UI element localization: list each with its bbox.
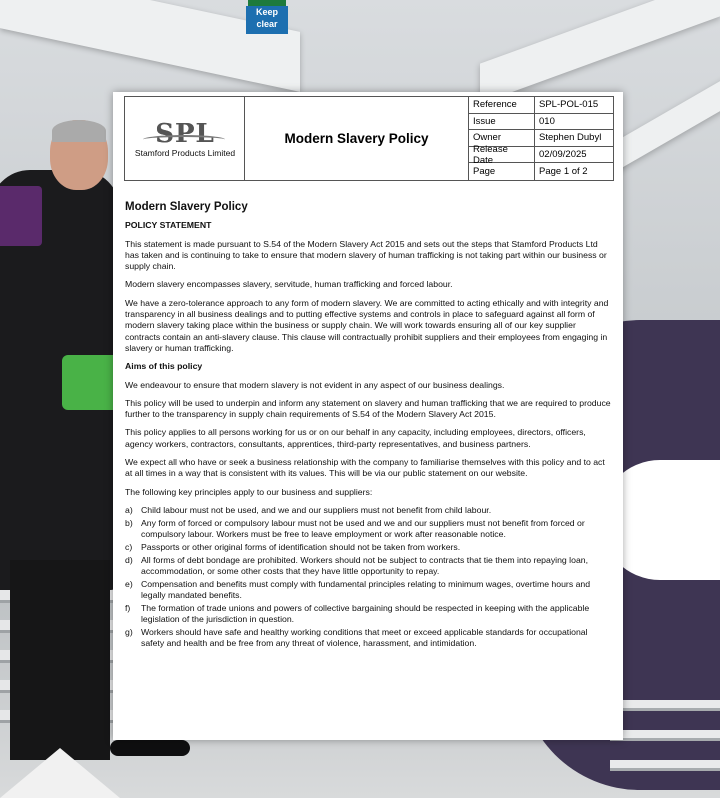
paragraph: We have a zero-tolerance approach to any form of modern slavery. We are committed to acting ethically and with integrity and transparency in all business dealings and to putting effective systems and controls in place to safeguard against all form of modern slavery taking place within the business or supply chain. We will work towards ensuring all of our key supplier contracts contain an anti-slavery clause. This clause will contractually prohibit suppliers and their employees from engaging in slavery or human trafficking. (125, 297, 609, 353)
stair-step (610, 730, 720, 741)
paragraph: This statement is made pursuant to S.54 of the Modern Slavery Act 2015 and sets out the steps that Stamford Products Ltd has taken and is continuing to take to ensure that modern slavery of human trafficking is not taking part within our business or supply chain. (125, 238, 607, 272)
aims-heading: Aims of this policy (125, 361, 203, 372)
list-item (125, 555, 613, 578)
meta-value: Page 1 of 2 (539, 166, 588, 178)
list-item (125, 505, 613, 516)
list-marker: g) (125, 626, 133, 637)
paragraph: Modern slavery encompasses slavery, servitude, human trafficking and forced labour. (125, 279, 453, 290)
list-item (125, 627, 613, 650)
list-marker: a) (125, 504, 133, 515)
list-marker: f) (125, 602, 131, 613)
document-meta-table (469, 97, 613, 180)
document-header (124, 96, 614, 181)
logo-swoosh-icon (143, 135, 225, 144)
list-text: The formation of trade unions and powers of collective bargaining should be respected in keeping with the applicable legislation of the jurisdiction in question. (141, 602, 590, 625)
meta-value: Stephen Dubyl (535, 130, 613, 147)
worker-legs (10, 560, 110, 760)
document-body (125, 202, 613, 651)
keep-clear-sign: Keep clear (246, 6, 288, 34)
paragraph: We expect all who have or seek a business relationship with the company to familiarise themselves with this policy and to act at all times in a way that is consistent with its values. This will be via our public statement on our website. (125, 457, 605, 479)
worker-hair (52, 120, 106, 142)
paragraph: This policy applies to all persons working for us or on our behalf in any capacity, including employees, directors, officers, agency workers, contractors, consultants, apprentices, third-party representatives, and business partners. (125, 427, 586, 449)
body-heading: Modern Slavery Policy (125, 201, 248, 213)
list-item (125, 542, 613, 553)
list-text: All forms of debt bondage are prohibited. Workers should not be subject to contracts that tie them into repaying loan, accommodation, or some other costs that they have little opportunity to repay. (141, 554, 589, 576)
document-title: Modern Slavery Policy (245, 97, 469, 180)
meta-value: 010 (535, 114, 613, 131)
logo-text: SPL (135, 119, 235, 149)
stair-step (610, 700, 720, 711)
purple-crate (0, 186, 42, 246)
list-item (125, 579, 613, 602)
paragraph: The following key principles apply to our business and suppliers: (125, 486, 373, 497)
meta-key: Reference (469, 97, 535, 114)
paragraph: This policy will be used to underpin and inform any statement on slavery and human trafficking that we are required to produce further to the transparency in supply chain requirements of S.54 of the Modern Slavery Act 2015. (125, 397, 611, 420)
list-text: Any form of forced or compulsory labour must not be used and we and our suppliers must not benefit from forced or compulsory labour. Workers must be free to leave employment or work after reasonable notice. (141, 517, 585, 540)
list-text: Workers should have safe and healthy working conditions that meet or exceed applicable standards for occupational safety and health and be free from any threat of violence, harassment, and intimidation. (141, 626, 588, 649)
list-marker: b) (125, 517, 133, 528)
list-item (125, 518, 613, 541)
list-marker: e) (125, 578, 133, 589)
stair-step (610, 760, 720, 771)
principles-list (125, 505, 613, 650)
meta-value: 02/09/2025 (535, 147, 613, 164)
list-text: Compensation and benefits must comply with fundamental principles relating to minimum wages, overtime hours and legally mandated benefits. (141, 578, 591, 601)
stair-beam (480, 0, 720, 104)
list-marker: d) (125, 554, 133, 565)
list-marker: c) (125, 541, 133, 552)
company-logo (125, 97, 245, 180)
list-item (125, 603, 613, 626)
paragraph: We endeavour to ensure that modern slavery is not evident in any aspect of our business dealings. (125, 379, 505, 390)
meta-value: SPL-POL-015 (535, 97, 613, 114)
company-name: Stamford Products Limited (134, 148, 236, 158)
meta-key: Release Date (469, 147, 535, 164)
list-text: Passports or other original forms of identification should not be taken from workers. (141, 541, 461, 552)
white-triangle (0, 748, 120, 798)
list-text: Child labour must not be used, and we and our suppliers must not benefit from child labour. (141, 504, 492, 515)
policy-document (113, 92, 623, 740)
meta-key: Page (469, 163, 535, 180)
meta-key: Issue (469, 114, 535, 131)
meta-key: Owner (469, 130, 535, 147)
statement-heading: POLICY STATEMENT (125, 220, 212, 231)
worker-shoe (110, 740, 190, 756)
